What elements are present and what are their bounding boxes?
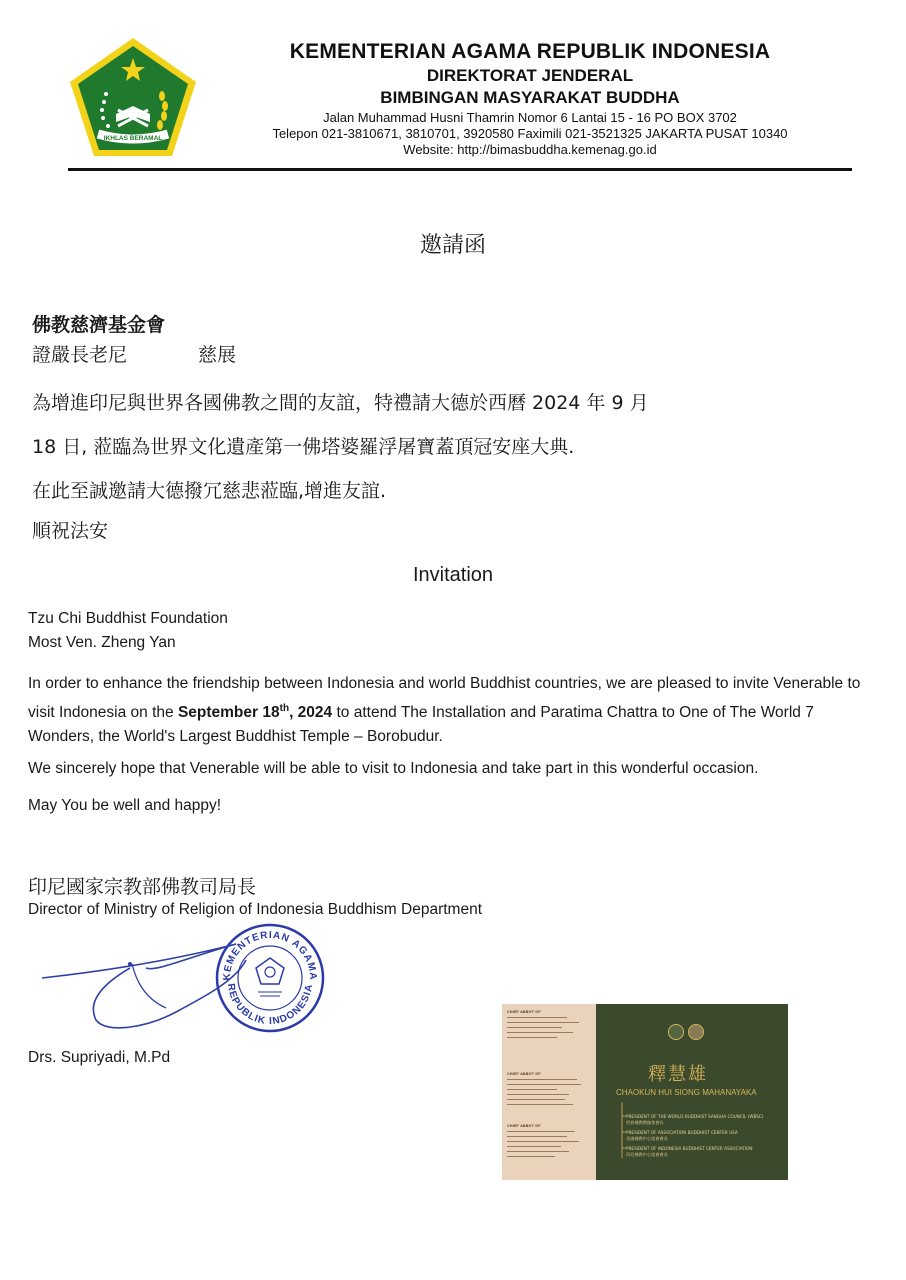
chinese-paragraph-2: 18 日, 蒞臨為世界文化遺產第一佛塔婆羅浮屠寶蓋頂冠安座大典. (32, 436, 575, 458)
logo-motto: IKHLAS BERAMAL (103, 135, 163, 142)
english-body-part2: to attend The Installation and Paratima Chattra to One of The World 7 Wonders, the World's Largest Buddhist Temple – Borobudur. (28, 703, 814, 746)
card-role-2-zh: 美國佛教中心協會會長 (626, 1136, 668, 1141)
card-role-3: PRESIDENT OF INDONESIA BUDDHIST CENTER ASSOCIATION (626, 1146, 753, 1151)
card-abbot-heading-3: CHIEF ABBOT OF (507, 1124, 541, 1128)
english-title: Invitation (412, 564, 494, 586)
english-body-part1: In order to enhance the friendship between Indonesia and world Buddhist countries, we are pleased to invite Venerable to visit Indonesia on the (28, 675, 861, 721)
card-role-bullets (612, 1100, 626, 1162)
english-recipient-name: Most Ven. Zheng Yan (28, 634, 176, 651)
card-role-1-zh: 世界佛教僧伽會會長 (626, 1120, 664, 1125)
english-recipient-org: Tzu Chi Buddhist Foundation (28, 610, 228, 627)
business-card-image (502, 1004, 788, 1180)
phone-line: Telepon 021-3810671, 3810701, 3920580 Faximili 021-3521325 JAKARTA PUSAT 10340 (272, 126, 788, 141)
emblem-icon (668, 1024, 684, 1040)
card-name-chinese: 釋慧雄 (648, 1064, 708, 1085)
signer-name: Drs. Supriyadi, M.Pd (28, 1049, 171, 1066)
portrait-icon (688, 1024, 704, 1040)
event-date: September 18th, 2024 (177, 702, 333, 721)
english-signer-title: Director of Ministry of Religion of Indonesia Buddhism Department (28, 901, 483, 918)
chinese-paragraph-1: 為增進印尼與世界各國佛教之間的友誼，特禮請大德於西曆 2024 年 9 月 (32, 392, 649, 414)
chinese-recipient-honorific: 證嚴長老尼 (32, 344, 128, 366)
address-line: Jalan Muhammad Husni Thamrin Nomor 6 Lantai 15 - 16 PO BOX 3702 (323, 110, 737, 125)
card-role-1: PRESIDENT OF THE WORLD BUDDHIST SANGHA COUNCIL (WBSC) (626, 1114, 764, 1119)
card-abbot-heading-2: CHIEF ABBOT OF (507, 1072, 541, 1076)
card-name-roman: CHAOKUN HUI SIONG MAHANAYAKA (616, 1088, 757, 1097)
stamp-top-text: KEMENTERIAN AGAMA (221, 929, 319, 981)
chinese-paragraph-3: 在此至誠邀請大德撥冗慈悲蒞臨,增進友誼. (32, 480, 387, 502)
chinese-title: 邀請函 (419, 233, 486, 258)
english-body (28, 672, 878, 750)
chinese-closing: 順祝法安 (32, 520, 109, 542)
ministry-logo (68, 36, 198, 158)
chinese-signer-title: 印尼國家宗教部佛教司局長 (28, 876, 257, 898)
chinese-recipient-suffix: 慈展 (198, 344, 237, 366)
card-abbot-heading-1: CHIEF ABBOT OF (507, 1010, 541, 1014)
stamp-bottom-text: REPUBLIK INDONESIA (224, 982, 316, 1028)
english-wish: May You be well and happy! (28, 797, 222, 814)
chinese-recipient-org: 佛教慈濟基金會 (32, 314, 166, 336)
business-card-back (502, 1004, 596, 1180)
letterhead-divider (68, 168, 852, 171)
ministry-name: KEMENTERIAN AGAMA REPUBLIK INDONESIA (289, 40, 771, 63)
bureau-name: BIMBINGAN MASYARAKAT BUDDHA (380, 88, 680, 107)
official-stamp (214, 922, 326, 1034)
website-line: Website: http://bimasbuddha.kemenag.go.id (403, 142, 657, 157)
directorate-name: DIREKTORAT JENDERAL (426, 66, 634, 85)
card-role-2: PRESIDENT OF ASSOCIATION BUDDHIST CENTER USA (626, 1130, 738, 1135)
card-role-3-zh: 印尼佛教中心協會會長 (626, 1152, 668, 1157)
english-hope: We sincerely hope that Venerable will be able to visit to Indonesia and take part in this wonderful occasion. (28, 760, 759, 777)
